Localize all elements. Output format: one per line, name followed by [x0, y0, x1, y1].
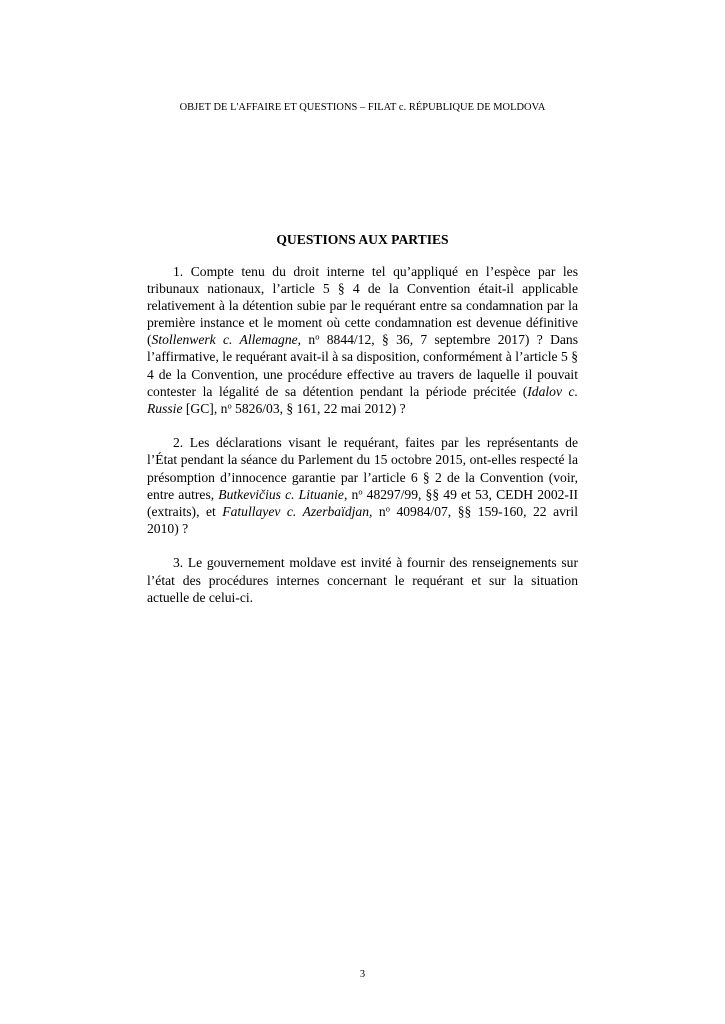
case-citation: Butkevičius c. Lituanie — [218, 486, 344, 502]
running-header: OBJET DE L'AFFAIRE ET QUESTIONS – FILAT c. RÉPUBLIQUE DE MOLDOVA — [179, 102, 546, 113]
case-citation: Idalov c. Russie — [147, 383, 578, 416]
text-run: , n — [343, 486, 359, 502]
case-citation: Fatullayev c. Azerbaïdjan — [222, 503, 370, 519]
text-run: , n — [369, 503, 386, 519]
questions-body — [147, 263, 578, 606]
text-run: 3. Le gouvernement moldave est invité à fournir des renseignements sur l’état des procédures internes concernant le requérant et sur la situation actuelle de celui-ci. — [147, 555, 578, 605]
text-run: 48297/99, §§ 49 et 53, CEDH 2002-II (extraits), et — [147, 486, 578, 519]
superscript: o — [385, 503, 390, 514]
superscript: o — [315, 331, 320, 342]
question-paragraph-1 — [147, 263, 578, 417]
text-run: 2. Les déclarations visant le requérant, faites par les représentants de l’État pendant la séance du Parlement du 15 octobre 2015, ont-elles respecté la présomption d’innocence garantie par l’article 6 § 2 de la Convention (voir, entre autres, — [147, 435, 578, 502]
superscript: o — [358, 486, 363, 496]
text-run: 40984/07, §§ 159-160, 22 avril 2010) ? — [147, 503, 578, 536]
question-paragraph-2 — [147, 434, 578, 537]
text-run: 8844/12, § 36, 7 septembre 2017) ? Dans l’affirmative, le requérant avait-il à sa disposition, conformément à l’article 5 § 4 de la Convention, une procédure effective au travers de laquelle il pouvait contester la légalité de sa détention pendant la période précitée ( — [147, 332, 579, 399]
section-title: QUESTIONS AUX PARTIES — [276, 232, 449, 247]
question-paragraph-3 — [147, 554, 578, 605]
text-run: 1. Compte tenu du droit interne tel qu’appliqué en l’espèce par les tribunaux nationaux, l’article 5 § 4 de la Convention était-il applicable relativement à la détention subie par le requérant entre sa condamnation par la première instance et le moment où cette condamnation est devenue définitive ( — [147, 264, 578, 348]
text-run: , n — [297, 332, 316, 348]
case-citation: Stollenwerk c. Allemagne — [151, 332, 298, 348]
page-number: 3 — [359, 969, 366, 980]
superscript: o — [227, 400, 232, 411]
text-run: [GC], n — [182, 400, 228, 416]
text-run: 5826/03, § 161, 22 mai 2012) ? — [231, 400, 406, 416]
